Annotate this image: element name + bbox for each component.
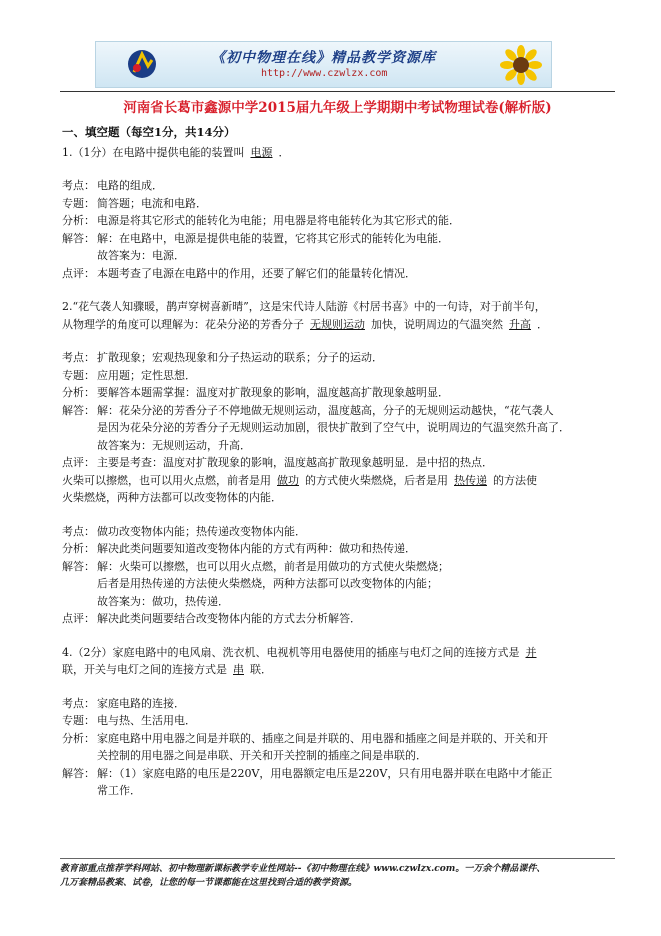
footer-rule xyxy=(60,858,615,859)
zhuanti-row: 专题： 应用题；定性思想． xyxy=(62,368,196,382)
answer-blank: 热传递 xyxy=(454,473,487,487)
kaodian-row: 考点： 电路的组成． xyxy=(62,179,163,192)
header-rule xyxy=(60,91,615,92)
jieda-continued: 是因为花朵分泌的芳香分子无规则运动加剧，很快扩散到了空气中，说明周边的气温突然升高了． xyxy=(97,421,570,434)
jieda-row: 解答： 解：火柴可以擦燃，也可以用火点燃，前者是用做功的方式使火柴燃烧； xyxy=(62,559,449,573)
jieda-continued: 常工作． xyxy=(97,784,141,797)
question-4-stem-2: 联，开关与电灯之间的连接方式是 串 联． xyxy=(62,663,272,676)
kaodian-row: 考点： 家庭电路的连接． xyxy=(62,696,185,710)
question-3-stem: 火柴可以擦燃，也可以用火点燃，前者是用 做功 的方式使火柴燃烧，后者是用 热传递 的方法使 xyxy=(62,473,537,487)
dianping-row: 点评： 解决此类问题要结合改变物体内能的方式去分析解答． xyxy=(62,612,361,625)
kaodian-row: 考点： 扩散现象；宏观热现象和分子热运动的联系；分子的运动． xyxy=(62,351,383,364)
page-footer xyxy=(60,862,615,890)
zhuanti-row: 专题： 简答题；电流和电路． xyxy=(62,196,207,210)
question-1-stem: 1.（1分）在电路中提供电能的装置叫 电源 ． xyxy=(62,145,290,159)
jieda-row: 解答： 解：在电路中，电源是提供电能的装置，它将其它形式的能转化为电能． xyxy=(62,231,449,245)
kaodian-row: 考点： 做功改变物体内能；热传递改变物体内能． xyxy=(62,524,306,538)
fenxi-row: 分析： 解决此类问题要知道改变物体内能的方式有两种：做功和热传递． xyxy=(62,542,416,555)
sunflower-icon xyxy=(499,44,543,86)
question-4-stem: 4.（2分）家庭电路中的电风扇、洗衣机、电视机等用电器使用的插座与电灯之间的连接方式是 并 xyxy=(62,644,617,662)
question-2-stem: 2.“花气袭人知骤暖，鹊声穿树喜新晴”，这是宋代诗人陆游《村居书喜》中的一句诗，对于前半句， xyxy=(62,300,546,313)
section-heading: 一、填空题（每空1分，共14分） xyxy=(62,125,236,139)
banner-url[interactable]: http://www.czwlzx.com xyxy=(261,68,388,79)
zhuanti-row: 专题： 电与热、生活用电． xyxy=(62,714,196,727)
answer-blank: 并 xyxy=(525,645,537,659)
jieda-row: 解答： 解：（1）家庭电路的电压是220V，用电器额定电压是220V，只有用电器并联在电路中才能正 xyxy=(62,766,553,780)
dianping-row: 点评： 本题考查了电源在电路中的作用，还要了解它们的能量转化情况． xyxy=(62,266,416,280)
question-3-stem-2: 火柴燃烧，两种方法都可以改变物体的内能． xyxy=(62,491,282,504)
answer-blank: 电源 xyxy=(250,145,273,159)
answer-blank: 升高 xyxy=(509,317,531,331)
dianping-row: 点评： 主要是考查：温度对扩散现象的影响，温度越高扩散现象越明显．是中招的热点． xyxy=(62,456,493,469)
answer-blank: 无规则运动 xyxy=(310,317,365,331)
document-title: 河南省长葛市鑫源中学2015届九年级上学期期中考试物理试卷(解析版) xyxy=(123,100,552,116)
answer-line: 故答案为：电源． xyxy=(97,249,185,262)
footer-line-2: 几万套精品教案、试卷，让您的每一节课都能在这里找到合适的教学资源。 xyxy=(60,878,358,888)
answer-line: 故答案为：做功，热传递． xyxy=(97,594,229,608)
banner-title: 《初中物理在线》精品教学资源库 xyxy=(211,50,436,66)
jieda-row: 解答： 解：花朵分泌的芳香分子不停地做无规则运动，温度越高，分子的无规则运动越快，“花气袭人 xyxy=(62,403,554,417)
fenxi-row: 分析： 要解答本题需掌握：温度对扩散现象的影响，温度越高扩散现象越明显． xyxy=(62,386,449,399)
answer-blank: 串 xyxy=(233,663,244,676)
header-banner xyxy=(95,41,552,88)
site-logo xyxy=(126,48,158,80)
jieda-continued: 后者是用热传递的方法使火柴燃烧，两种方法都可以改变物体的内能； xyxy=(97,577,438,590)
fenxi-row: 分析： 家庭电路中用电器之间是并联的、插座之间是并联的、用电器和插座之间是并联的、开关和开 xyxy=(62,731,548,745)
footer-line-1: 教育部重点推荐学科网站、初中物理新课标教学专业性网站--《初中物理在线》www.czwlzx.com。一万余个精品课件、 xyxy=(60,864,546,874)
fenxi-row: 分析： 电源是将其它形式的能转化为电能；用电器是将电能转化为其它形式的能． xyxy=(62,214,460,227)
answer-line: 故答案为：无规则运动，升高． xyxy=(97,438,251,452)
document-body xyxy=(62,124,617,800)
fenxi-continued: 关控制的用电器之间是串联、开关和开关控制的插座之间是串联的． xyxy=(97,749,427,762)
question-2-stem-2: 从物理学的角度可以理解为：花朵分泌的芳香分子 无规则运动 加快，说明周边的气温突然 升高 ． xyxy=(62,317,548,331)
answer-blank: 做功 xyxy=(277,473,299,487)
